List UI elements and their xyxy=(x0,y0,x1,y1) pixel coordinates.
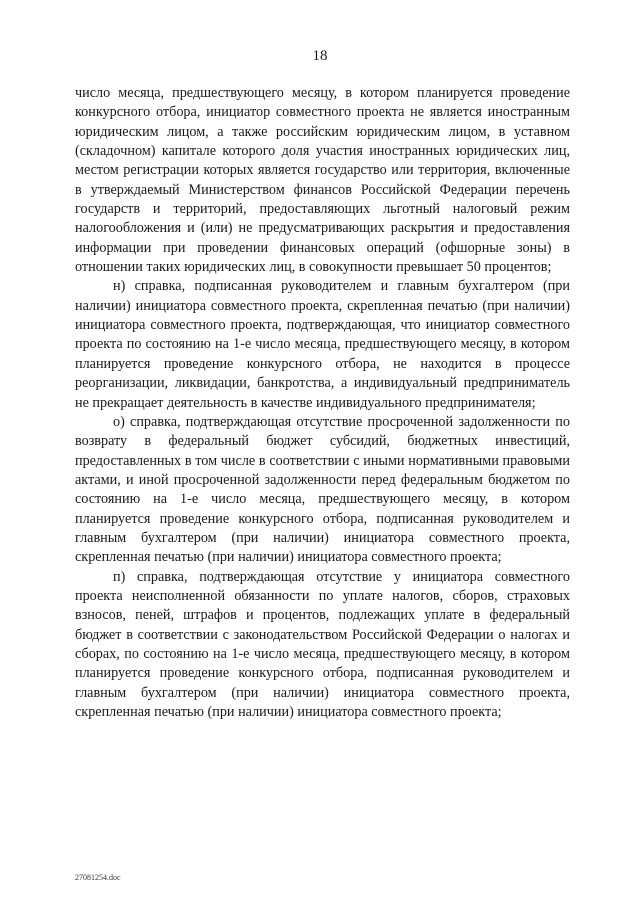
paragraph-item-n: н) справка, подписанная руководителем и главным бухгалтером (при наличии) инициатора совместного проекта, скрепленная печатью (при наличии) инициатора совместного проекта, подтверждающая, что инициатор совместного проекта по состоянию на 1-е число месяца, предшествующего месяцу, в котором планируется проведение конкурсного отбора, не находится в процессе реорганизации, ликвидации, банкротства, а индивидуальный предприниматель не прекращает деятельность в качестве индивидуального предпринимателя; xyxy=(75,278,570,411)
paragraph-item-o: о) справка, подтверждающая отсутствие просроченной задолженности по возврату в федеральный бюджет субсидий, бюджетных инвестиций, предоставленных в том числе в соответствии с иными нормативными правовыми актами, и иной просроченной задолженности перед федеральным бюджетом по состоянию на 1-е число месяца, предшествующего месяцу, в котором планируется проведение конкурсного отбора, подписанная руководителем и главным бухгалтером (при наличии) инициатора совместного проекта, скрепленная печатью (при наличии) инициатора совместного проекта; xyxy=(75,413,570,566)
paragraph-item-p: п) справка, подтверждающая отсутствие у инициатора совместного проекта неисполненной обязанности по уплате налогов, сборов, страховых взносов, пеней, штрафов и процентов, подлежащих уплате в федеральный бюджет в соответствии с законодательством Российской Федерации о налогах и сборах, по состоянию на 1-е число месяца, предшествующего месяцу, в котором планируется проведение конкурсного отбора, подписанная руководителем и главным бухгалтером (при наличии) инициатора совместного проекта, скрепленная печатью (при наличии) инициатора совместного проекта; xyxy=(75,568,570,720)
paragraph-continuation: число месяца, предшествующего месяцу, в котором планируется проведение конкурсного отбора, инициатор совместного проекта не является иностранным юридическим лицом, а также российским юридическим лицом, в уставном (складочном) капитале которого доля участия иностранных юридических лиц, местом регистрации которых является государство или территория, включенные в утверждаемый Министерством финансов Российской Федерации перечень государств и территорий, предоставляющих льготный налоговый режим налогообложения и (или) не предусматривающих раскрытия и предоставления информации при проведении финансовых операций (офшорные зоны) в отношении таких юридических лиц, в совокупности превышает 50 процентов; xyxy=(75,85,570,276)
document-body xyxy=(75,84,570,722)
page-number: 18 xyxy=(312,48,328,64)
footer-filename: 27081254.doc xyxy=(75,873,121,882)
